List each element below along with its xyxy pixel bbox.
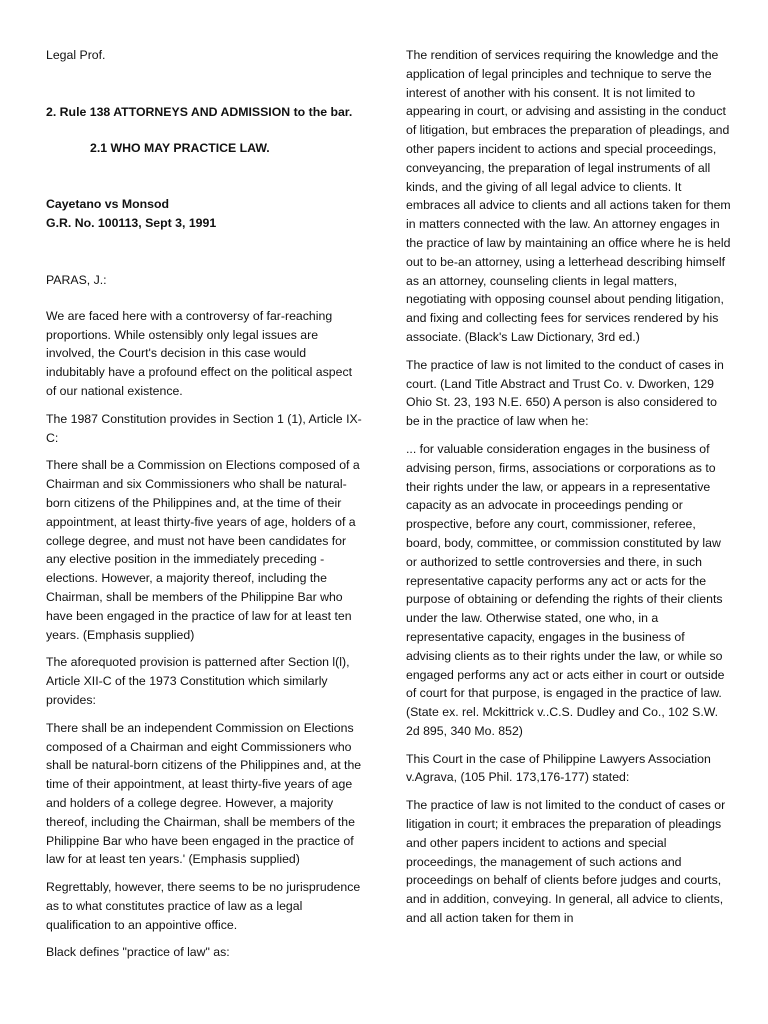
paragraph: The practice of law is not limited to the conduct of cases in court. (Land Title Abstract and Trust Co. v. Dworken, 129 Ohio St. 23, 193 N.E. 650) A person is also considered to be in the practice of law when he: [406, 357, 724, 429]
ponente: PARAS, J.: [46, 272, 107, 287]
quoted-paragraph: There shall be a Commission on Elections composed of a Chairman and six Commissioners who shall be natural-born citizens of the Philippines and, at the time of their appointment, at least thirty-five years of age, holders of a college degree, and must not have been candidates for any elective position in the immediately preceding -elections. However, a majority thereof, including the Chairman, shall be members of the Philippine Bar who have been engaged in the practice of law for at least ten years. (Emphasis supplied) [46, 458, 360, 642]
quoted-paragraph: ... for valuable consideration engages in the business of advising person, firms, associations or corporations as to their rights under the law, or appears in a representative capacity as an advocate in proceedings pending or prospective, before any court, commissioner, referee, board, body, committee, or commission constituted by law or authorized to settle controversies and there, in such representative capacity performs any act or acts for the purpose of obtaining or defending the rights of their clients under the law. Otherwise stated, one who, in a representative capacity, engages in the business of advising clients as to their rights under the law, or while so engaged performs any act or acts either in court or outside of court for that purpose, is engaged in the practice of law. (State ex. rel. Mckittrick v..C.S. Dudley and Co., 102 S.W. 2d 895, 340 Mo. 852) [406, 441, 725, 738]
quoted-paragraph: There shall be an independent Commission on Elections composed of a Chairman and eight Commissioners who shall be natural-born citizens of the Philippines and, at the time of their appointment, at least thirty-five years of age and holders of a college degree. However, a majority thereof, including the Chairman, shall be members of the Philippine Bar who have been engaged in the practice of law for at least ten years.' (Emphasis supplied) [46, 720, 362, 867]
rule-heading: 2. Rule 138 ATTORNEYS AND ADMISSION to the bar. [46, 104, 353, 119]
paragraph: Black defines "practice of law" as: [46, 945, 230, 960]
left-column [46, 46, 364, 971]
paragraph: The aforequoted provision is patterned after Section l(l), Article XII-C of the 1973 Constitution which similarly provides: [46, 655, 350, 707]
quoted-paragraph: The rendition of services requiring the knowledge and the application of legal principles and technique to serve the interest of another with his consent. It is not limited to appearing in court, or advising and assisting in the conduct of litigation, but embraces the preparation of pleadings, and other papers incident to actions and special proceedings, conveyancing, the preparation of legal instruments of all kinds, and the giving of all legal advice to clients. It embraces all advice to clients and all actions taken for them in matters connected with the law. An attorney engages in the practice of law by maintaining an office where he is held out to be-an attorney, using a letterhead describing himself as an attorney, counseling clients in legal matters, negotiating with opposing counsel about pending litigation, and fixing and collecting fees for services rendered by his associate. (Black's Law Dictionary, 3rd ed.) [406, 48, 731, 344]
paragraph: This Court in the case of Philippine Lawyers Association v.Agrava, (105 Phil. 173,176-177) stated: [406, 751, 711, 785]
case-number: G.R. No. 100113, Sept 3, 1991 [46, 216, 217, 231]
paragraph: Regrettably, however, there seems to be no jurisprudence as to what constitutes practice of law as a legal qualification to an appointive office. [46, 880, 361, 932]
course-label: Legal Prof. [46, 48, 106, 62]
quoted-paragraph: The practice of law is not limited to the conduct of cases or litigation in court; it embraces the preparation of pleadings and other papers incident to actions and special proceedings, the management of such actions and proceedings on behalf of clients before judges and courts, and in addition, conveying. In general, all advice to clients, and all action taken for them in [406, 798, 726, 926]
paragraph: The 1987 Constitution provides in Section 1 (1), Article IX-C: [46, 411, 362, 445]
case-name: Cayetano vs Monsod [46, 197, 169, 212]
right-column [406, 46, 732, 937]
paragraph: We are faced here with a controversy of far-reaching proportions. While ostensibly only legal issues are involved, the Court's decision in this case would indubitably have a profound effect on the political aspect of our national existence. [46, 308, 353, 398]
section-heading: 2.1 WHO MAY PRACTICE LAW. [90, 140, 270, 155]
